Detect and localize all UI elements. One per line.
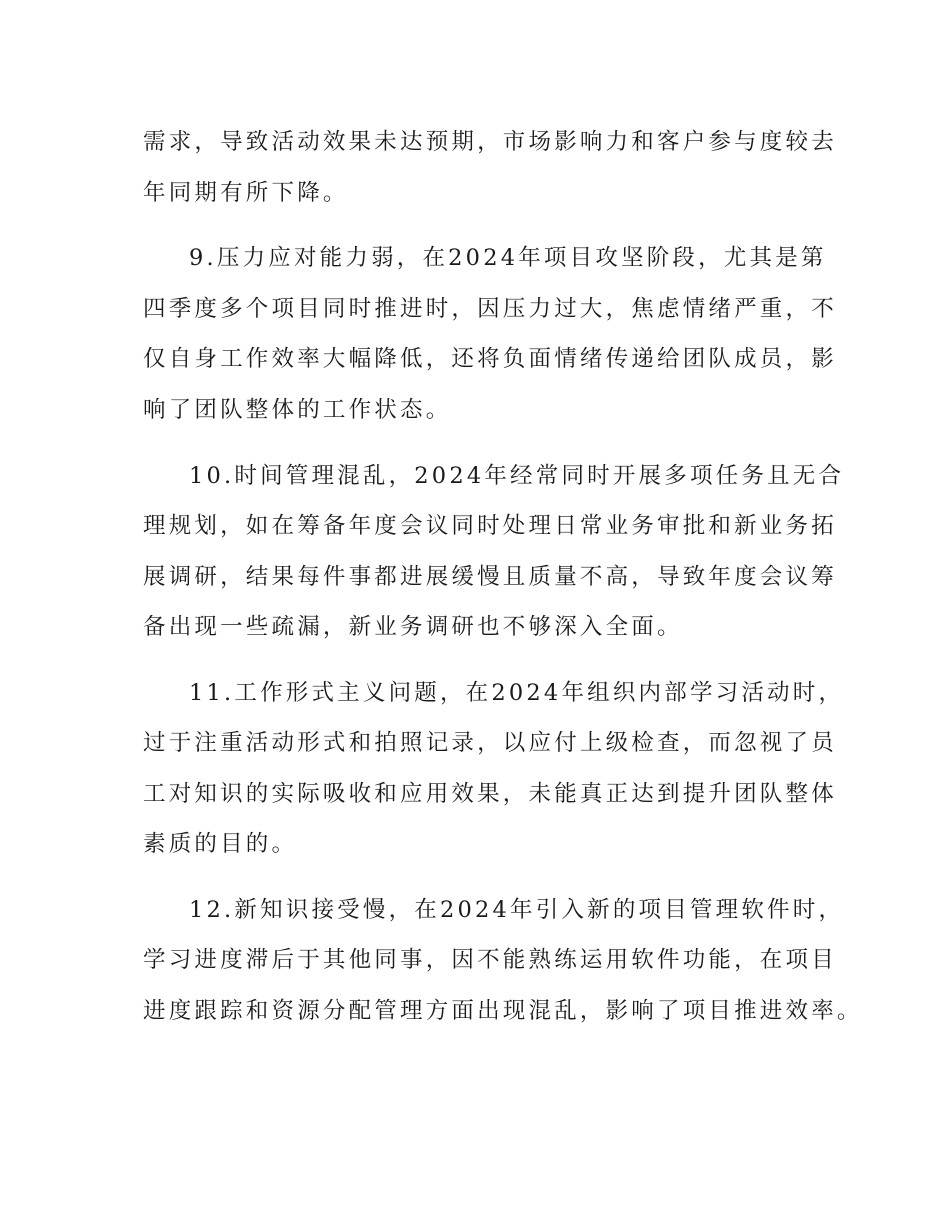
paragraph-9-line-1: 9.压力应对能力弱，在2024年项目攻坚阶段，尤其是第: [189, 245, 827, 271]
paragraph-11-line-1: 11.工作形式主义问题，在2024年组织内部学习活动时，: [189, 680, 845, 706]
paragraph-10-line-4: 备出现一些疏漏，新业务调研也不够深入全面。: [143, 614, 683, 640]
paragraph-9-line-3: 仅自身工作效率大幅降低，还将负面情绪传递给团队成员，影: [143, 346, 837, 372]
paragraph-8-line-2: 年同期有所下降。: [143, 180, 349, 206]
paragraph-12-line-1: 12.新知识接受慢，在2024年引入新的项目管理软件时，: [189, 897, 845, 923]
paragraph-8-line-1: 需求，导致活动效果未达预期，市场影响力和客户参与度较去: [143, 129, 837, 155]
paragraph-10-line-3: 展调研，结果每件事都进展缓慢且质量不高，导致年度会议筹: [143, 564, 837, 590]
paragraph-9-line-2: 四季度多个项目同时推进时，因压力过大，焦虑情绪严重，不: [143, 296, 837, 322]
paragraph-11-line-4: 素质的目的。: [143, 831, 298, 857]
paragraph-10-line-1: 10.时间管理混乱，2024年经常同时开展多项任务且无合: [189, 463, 845, 489]
paragraph-11-line-3: 工对知识的实际吸收和应用效果，未能真正达到提升团队整体: [143, 781, 837, 807]
paragraph-11-line-2: 过于注重活动形式和拍照记录，以应付上级检查，而忽视了员: [143, 730, 837, 756]
paragraph-12-line-2: 学习进度滞后于其他同事，因不能熟练运用软件功能，在项目: [143, 947, 837, 973]
paragraph-12-line-3: 进度跟踪和资源分配管理方面出现混乱，影响了项目推进效率。: [143, 998, 863, 1024]
paragraph-9-line-4: 响了团队整体的工作状态。: [143, 397, 452, 423]
paragraph-10-line-2: 理规划，如在筹备年度会议同时处理日常业务审批和新业务拓: [143, 513, 837, 539]
